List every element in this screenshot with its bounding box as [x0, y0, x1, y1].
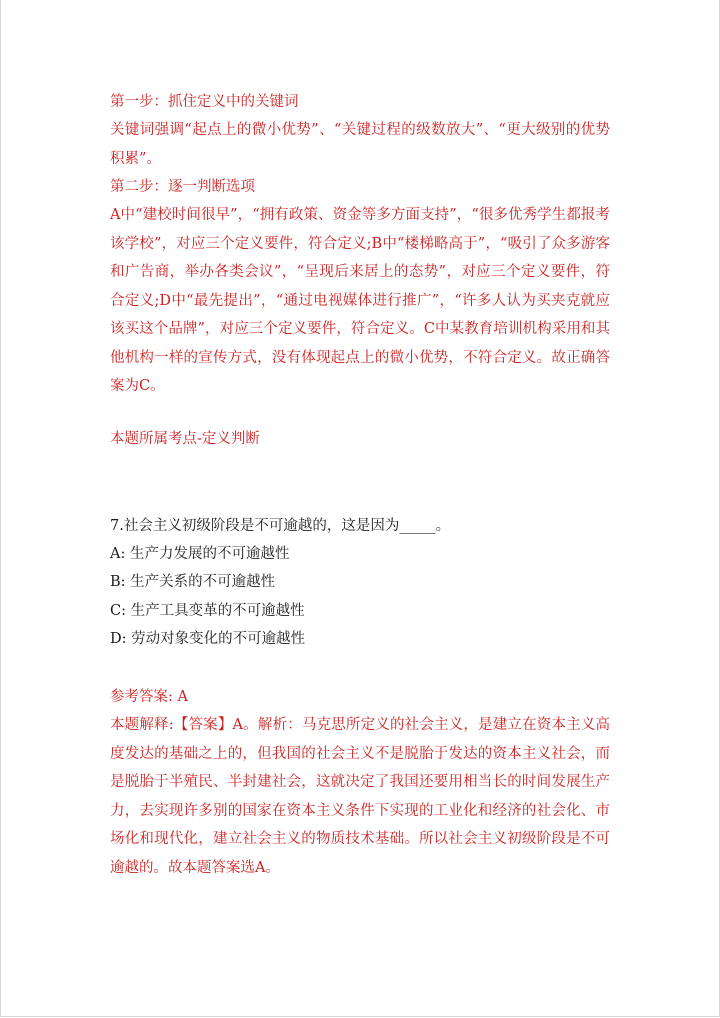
step1-body: 关键词强调“起点上的微小优势”、“关键过程的级数放大”、“更大级别的优势积累”。 — [110, 122, 610, 167]
answer-explanation: 本题解释:【答案】A。解析：马克思所定义的社会主义，是建立在资本主义高度发达的基础之上的，但我国的社会主义不是脱胎于发达的资本主义社会，而是脱胎于半殖民、半封建社会，这就决定了我国还要用相当长的时间发展生产力，去实现许多别的国家在资本主义条件下实现的工业化和经济的社会化、市场化和现代化，建立社会主义的物质技术基础。所以社会主义初级阶段是不可逾越的。故本题答案选A。 — [110, 717, 610, 876]
option-b: B: 生产关系的不可逾越性 — [110, 574, 276, 590]
reference-answer: 参考答案: A — [110, 689, 188, 705]
topic-line: 本题所属考点-定义判断 — [110, 431, 260, 447]
step2-body: A中“建校时间很早”，“拥有政策、资金等多方面支持”，“很多优秀学生都报考该学校”，对应三个定义要件，符合定义;B中“楼梯略高于”，“吸引了众多游客和广告商，举办各类会议”，“呈现后来居上的态势”，对应三个定义要件，符合定义;D中“最先提出”，“通过电视媒体进行推广”，“许多人认为买夹克就应该买这个品牌”，对应三个定义要件，符合定义。C中某教育培训机构采用和其他机构一样的宣传方式，没有体现起点上的微小优势，不符合定义。故正确答案为C。 — [110, 207, 610, 394]
option-c: C: 生产工具变革的不可逾越性 — [110, 603, 305, 619]
option-a: A: 生产力发展的不可逾越性 — [110, 546, 290, 562]
step1-title: 第一步：抓住定义中的关键词 — [110, 94, 299, 110]
step2-title: 第二步：逐一判断选项 — [110, 179, 255, 195]
option-d: D: 劳动对象变化的不可逾越性 — [110, 631, 306, 647]
question-stem: 7.社会主义初级阶段是不可逾越的，这是因为_____。 — [110, 518, 451, 534]
